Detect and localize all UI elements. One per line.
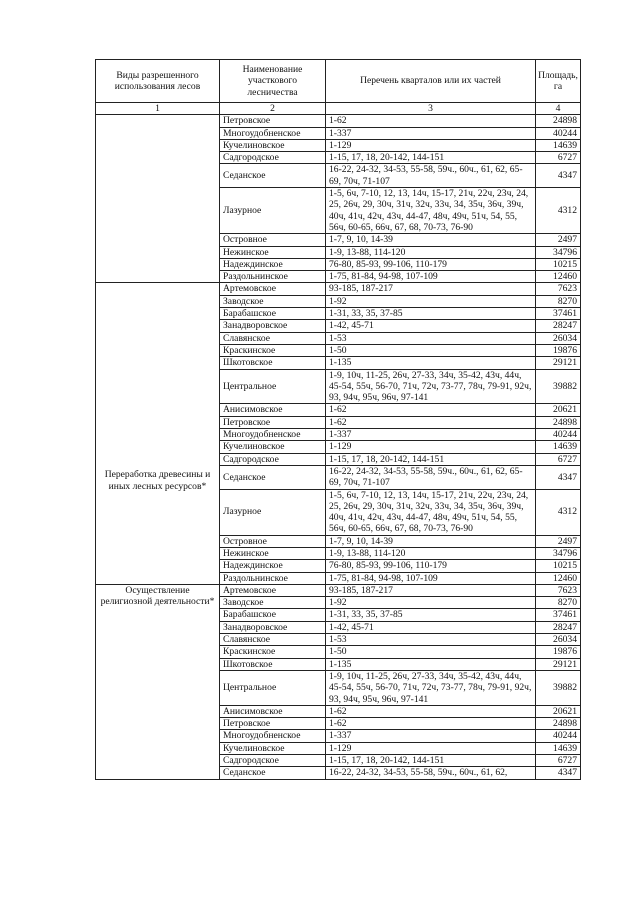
quarters-list: 16-22, 24-32, 34-53, 55-58, 59ч., 60ч., 61, 62,	[326, 767, 536, 779]
forestry-name: Седанское	[220, 465, 326, 489]
area-value: 26034	[536, 332, 581, 344]
area-value: 8270	[536, 295, 581, 307]
quarters-list: 16-22, 24-32, 34-53, 55-58, 59ч., 60ч., 61, 62, 65-69, 70ч, 71-107	[326, 465, 536, 489]
area-value: 28247	[536, 621, 581, 633]
header-use: Виды разрешенного использования лесов	[96, 60, 220, 103]
area-value: 29121	[536, 357, 581, 369]
use-type-cell: Переработка древесины и иных лесных ресурсов*	[96, 283, 220, 584]
area-value: 12460	[536, 271, 581, 283]
use-type-cell	[96, 115, 220, 283]
area-value: 7623	[536, 283, 581, 295]
area-value: 37461	[536, 308, 581, 320]
forestry-name: Анисимовское	[220, 705, 326, 717]
quarters-list: 76-80, 85-93, 99-106, 110-179	[326, 560, 536, 572]
area-value: 37461	[536, 609, 581, 621]
area-value: 29121	[536, 658, 581, 670]
forestry-name: Многоудобненское	[220, 127, 326, 139]
header-area: Площадь, га	[536, 60, 581, 103]
area-value: 4312	[536, 188, 581, 234]
quarters-list: 1-62	[326, 718, 536, 730]
quarters-list: 1-9, 10ч, 11-25, 26ч, 27-33, 34ч, 35-42, 43ч, 44ч, 45-54, 55ч, 56-70, 71ч, 72ч, 73-77, 78ч, 79-91, 92ч, 93, 94ч, 95ч, 96ч, 97-141	[326, 670, 536, 705]
area-value: 8270	[536, 597, 581, 609]
quarters-list: 93-185, 187-217	[326, 283, 536, 295]
forestry-name: Центральное	[220, 670, 326, 705]
quarters-list: 1-5, 6ч, 7-10, 12, 13, 14ч, 15-17, 21ч, 22ч, 23ч, 24, 25, 26ч, 29, 30ч, 31ч, 32ч, 33ч, 34, 35ч, 36ч, 39ч, 40ч, 41ч, 42ч, 43ч, 44-47, 48ч, 49ч, 51ч, 54, 55, 56ч, 60-65, 66ч, 67, 68, 70-73, 76-90	[326, 188, 536, 234]
column-number: 2	[220, 103, 326, 115]
quarters-list: 1-62	[326, 705, 536, 717]
quarters-list: 93-185, 187-217	[326, 584, 536, 596]
quarters-list: 1-9, 13-88, 114-120	[326, 246, 536, 258]
forestry-name: Петровское	[220, 115, 326, 127]
quarters-list: 1-9, 10ч, 11-25, 26ч, 27-33, 34ч, 35-42, 43ч, 44ч, 45-54, 55ч, 56-70, 71ч, 72ч, 73-77, 78ч, 79-91, 92ч, 93, 94ч, 95ч, 96ч, 97-141	[326, 369, 536, 404]
area-value: 4347	[536, 465, 581, 489]
area-value: 14639	[536, 742, 581, 754]
quarters-list: 1-135	[326, 357, 536, 369]
forestry-name: Надеждинское	[220, 560, 326, 572]
quarters-list: 1-53	[326, 332, 536, 344]
forestry-name: Краскинское	[220, 646, 326, 658]
column-number: 4	[536, 103, 581, 115]
quarters-list: 1-31, 33, 35, 37-85	[326, 308, 536, 320]
forestry-name: Нежинское	[220, 547, 326, 559]
quarters-list: 1-42, 45-71	[326, 621, 536, 633]
forestry-name: Артемовское	[220, 584, 326, 596]
area-value: 34796	[536, 547, 581, 559]
column-number-row	[96, 103, 581, 115]
forestry-name: Заводское	[220, 295, 326, 307]
forestry-name: Занадворовское	[220, 621, 326, 633]
forestry-name: Седанское	[220, 767, 326, 779]
table-body	[96, 115, 581, 779]
area-value: 40244	[536, 429, 581, 441]
quarters-list: 1-9, 13-88, 114-120	[326, 547, 536, 559]
forest-use-table	[95, 59, 581, 780]
forestry-name: Садгородское	[220, 152, 326, 164]
forestry-name: Кучелиновское	[220, 441, 326, 453]
area-value: 39882	[536, 670, 581, 705]
forestry-name: Шкотовское	[220, 357, 326, 369]
header-forestry: Наименование участкового лесничества	[220, 60, 326, 103]
forestry-name: Кучелиновское	[220, 742, 326, 754]
table-row	[96, 584, 581, 596]
header-quarters: Перечень кварталов или их частей	[326, 60, 536, 103]
forestry-name: Седанское	[220, 164, 326, 188]
area-value: 24898	[536, 416, 581, 428]
area-value: 6727	[536, 152, 581, 164]
area-value: 20621	[536, 705, 581, 717]
area-value: 40244	[536, 730, 581, 742]
area-value: 6727	[536, 453, 581, 465]
area-value: 12460	[536, 572, 581, 584]
forestry-name: Раздольнинское	[220, 271, 326, 283]
quarters-list: 1-75, 81-84, 94-98, 107-109	[326, 271, 536, 283]
quarters-list: 1-129	[326, 139, 536, 151]
area-value: 2497	[536, 234, 581, 246]
quarters-list: 1-15, 17, 18, 20-142, 144-151	[326, 453, 536, 465]
forestry-name: Краскинское	[220, 344, 326, 356]
quarters-list: 1-92	[326, 295, 536, 307]
forestry-name: Заводское	[220, 597, 326, 609]
area-value: 4312	[536, 489, 581, 535]
quarters-list: 1-92	[326, 597, 536, 609]
quarters-list: 1-53	[326, 634, 536, 646]
use-type-cell: Осуществление религиозной деятельности*	[96, 584, 220, 779]
quarters-list: 1-42, 45-71	[326, 320, 536, 332]
area-value: 10215	[536, 560, 581, 572]
forestry-name: Артемовское	[220, 283, 326, 295]
quarters-list: 1-129	[326, 742, 536, 754]
table-row	[96, 115, 581, 127]
area-value: 28247	[536, 320, 581, 332]
forestry-name: Петровское	[220, 718, 326, 730]
forestry-name: Островное	[220, 535, 326, 547]
forestry-name: Анисимовское	[220, 404, 326, 416]
quarters-list: 1-337	[326, 429, 536, 441]
area-value: 26034	[536, 634, 581, 646]
quarters-list: 1-337	[326, 127, 536, 139]
quarters-list: 1-5, 6ч, 7-10, 12, 13, 14ч, 15-17, 21ч, 22ч, 23ч, 24, 25, 26ч, 29, 30ч, 31ч, 32ч, 33ч, 34, 35ч, 36ч, 39ч, 40ч, 41ч, 42ч, 43ч, 44-47, 48ч, 49ч, 51ч, 54, 55, 56ч, 60-65, 66ч, 67, 68, 70-73, 76-90	[326, 489, 536, 535]
quarters-list: 1-15, 17, 18, 20-142, 144-151	[326, 755, 536, 767]
column-number: 1	[96, 103, 220, 115]
forestry-name: Славянское	[220, 634, 326, 646]
quarters-list: 1-62	[326, 416, 536, 428]
area-value: 14639	[536, 139, 581, 151]
area-value: 4347	[536, 164, 581, 188]
area-value: 6727	[536, 755, 581, 767]
table-row	[96, 283, 581, 295]
forestry-name: Лазурное	[220, 188, 326, 234]
quarters-list: 1-50	[326, 646, 536, 658]
quarters-list: 1-135	[326, 658, 536, 670]
forestry-name: Кучелиновское	[220, 139, 326, 151]
quarters-list: 76-80, 85-93, 99-106, 110-179	[326, 258, 536, 270]
quarters-list: 1-129	[326, 441, 536, 453]
forestry-name: Шкотовское	[220, 658, 326, 670]
forestry-name: Многоудобненское	[220, 429, 326, 441]
area-value: 4347	[536, 767, 581, 779]
forestry-name: Садгородское	[220, 453, 326, 465]
column-number: 3	[326, 103, 536, 115]
quarters-list: 1-62	[326, 115, 536, 127]
forestry-name: Занадворовское	[220, 320, 326, 332]
area-value: 24898	[536, 115, 581, 127]
area-value: 24898	[536, 718, 581, 730]
area-value: 7623	[536, 584, 581, 596]
forestry-name: Нежинское	[220, 246, 326, 258]
quarters-list: 1-62	[326, 404, 536, 416]
forestry-name: Лазурное	[220, 489, 326, 535]
forestry-name: Надеждинское	[220, 258, 326, 270]
area-value: 19876	[536, 344, 581, 356]
forestry-name: Многоудобненское	[220, 730, 326, 742]
forestry-name: Островное	[220, 234, 326, 246]
forestry-name: Садгородское	[220, 755, 326, 767]
forestry-name: Славянское	[220, 332, 326, 344]
area-value: 19876	[536, 646, 581, 658]
quarters-list: 1-15, 17, 18, 20-142, 144-151	[326, 152, 536, 164]
area-value: 39882	[536, 369, 581, 404]
area-value: 20621	[536, 404, 581, 416]
forestry-name: Раздольнинское	[220, 572, 326, 584]
quarters-list: 1-7, 9, 10, 14-39	[326, 234, 536, 246]
area-value: 40244	[536, 127, 581, 139]
quarters-list: 1-75, 81-84, 94-98, 107-109	[326, 572, 536, 584]
header-row	[96, 60, 581, 103]
forestry-name: Петровское	[220, 416, 326, 428]
forestry-name: Центральное	[220, 369, 326, 404]
area-value: 10215	[536, 258, 581, 270]
quarters-list: 16-22, 24-32, 34-53, 55-58, 59ч., 60ч., 61, 62, 65-69, 70ч, 71-107	[326, 164, 536, 188]
quarters-list: 1-7, 9, 10, 14-39	[326, 535, 536, 547]
area-value: 34796	[536, 246, 581, 258]
quarters-list: 1-31, 33, 35, 37-85	[326, 609, 536, 621]
area-value: 14639	[536, 441, 581, 453]
area-value: 2497	[536, 535, 581, 547]
quarters-list: 1-337	[326, 730, 536, 742]
forestry-name: Барабашское	[220, 308, 326, 320]
forestry-name: Барабашское	[220, 609, 326, 621]
quarters-list: 1-50	[326, 344, 536, 356]
